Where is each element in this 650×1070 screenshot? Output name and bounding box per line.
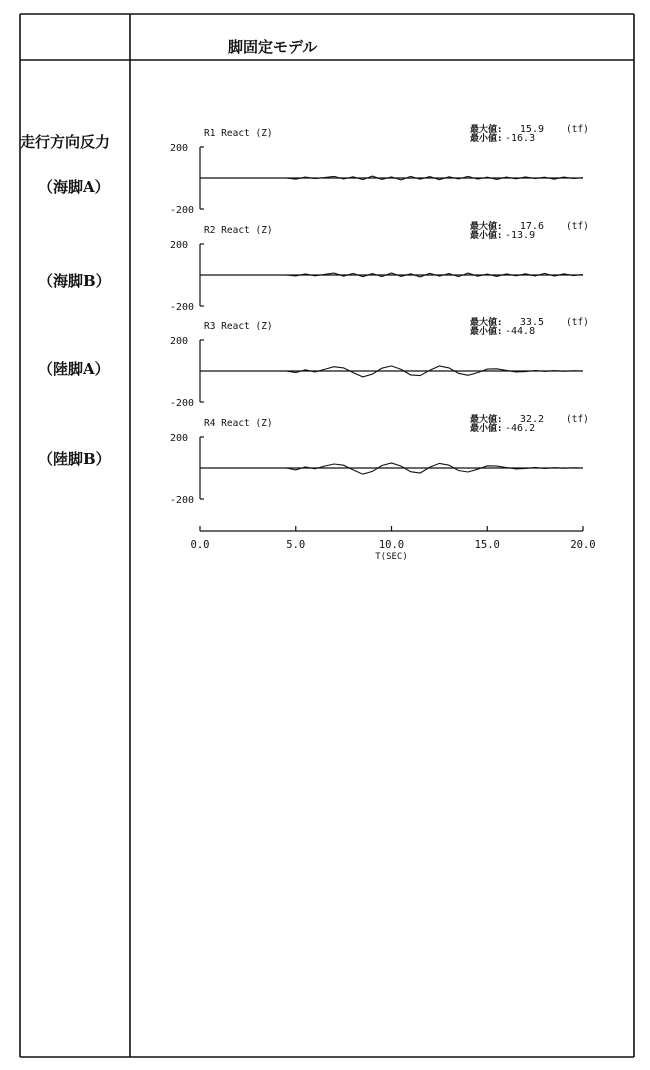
column-title: 脚固定モデル [228,38,318,56]
max-label: 最大値: [470,125,503,135]
min-label: 最小値: [470,231,503,241]
y-tick-label: 200 [169,240,188,251]
y-tick-label: -200 [169,205,194,216]
min-label: 最小値: [470,134,503,144]
x-axis-label: T(SEC) [375,552,408,562]
row-label-land-leg-a: （陸脚A） [38,360,110,378]
chart-title: R2 React (Z) [204,225,273,236]
min-value: -44.8 [505,326,536,337]
unit-label: (tf) [566,414,589,425]
x-tick-label: 15.0 [474,539,500,551]
min-label: 最小値: [470,327,503,337]
y-tick-label: -200 [169,302,194,313]
chart-title: R4 React (Z) [204,418,273,429]
max-value: 17.6 [519,221,544,232]
y-tick-label: 200 [169,143,188,154]
min-value: -13.9 [505,230,536,241]
min-value: -46.2 [505,423,536,434]
max-label: 最大値: [470,222,503,232]
y-tick-label: -200 [169,398,194,409]
max-value: 15.9 [519,124,544,135]
chart-title: R1 React (Z) [204,128,273,139]
min-label: 最小値: [470,424,503,434]
chart-area [170,123,596,562]
unit-label: (tf) [566,317,589,328]
x-tick-label: 20.0 [570,539,596,551]
x-tick-label: 5.0 [286,539,306,551]
max-label: 最大値: [470,318,503,328]
unit-label: (tf) [566,221,589,232]
row-label-land-leg-b: （陸脚B） [38,450,111,468]
row-label-sea-leg-b: （海脚B） [38,272,111,290]
y-tick-label: -200 [169,495,194,506]
x-tick-label: 10.0 [378,539,405,551]
y-tick-label: 200 [169,336,188,347]
max-value: 33.5 [519,317,544,328]
chart-title: R3 React (Z) [204,321,273,332]
row-label-direction: 走行方向反力 [20,133,111,151]
min-value: -16.3 [505,133,536,144]
max-value: 32.2 [519,414,544,425]
row-label-sea-leg-a: （海脚A） [38,178,110,196]
max-label: 最大値: [470,415,503,425]
x-tick-label: 0.0 [190,539,210,551]
unit-label: (tf) [566,124,589,135]
y-tick-label: 200 [169,433,188,444]
